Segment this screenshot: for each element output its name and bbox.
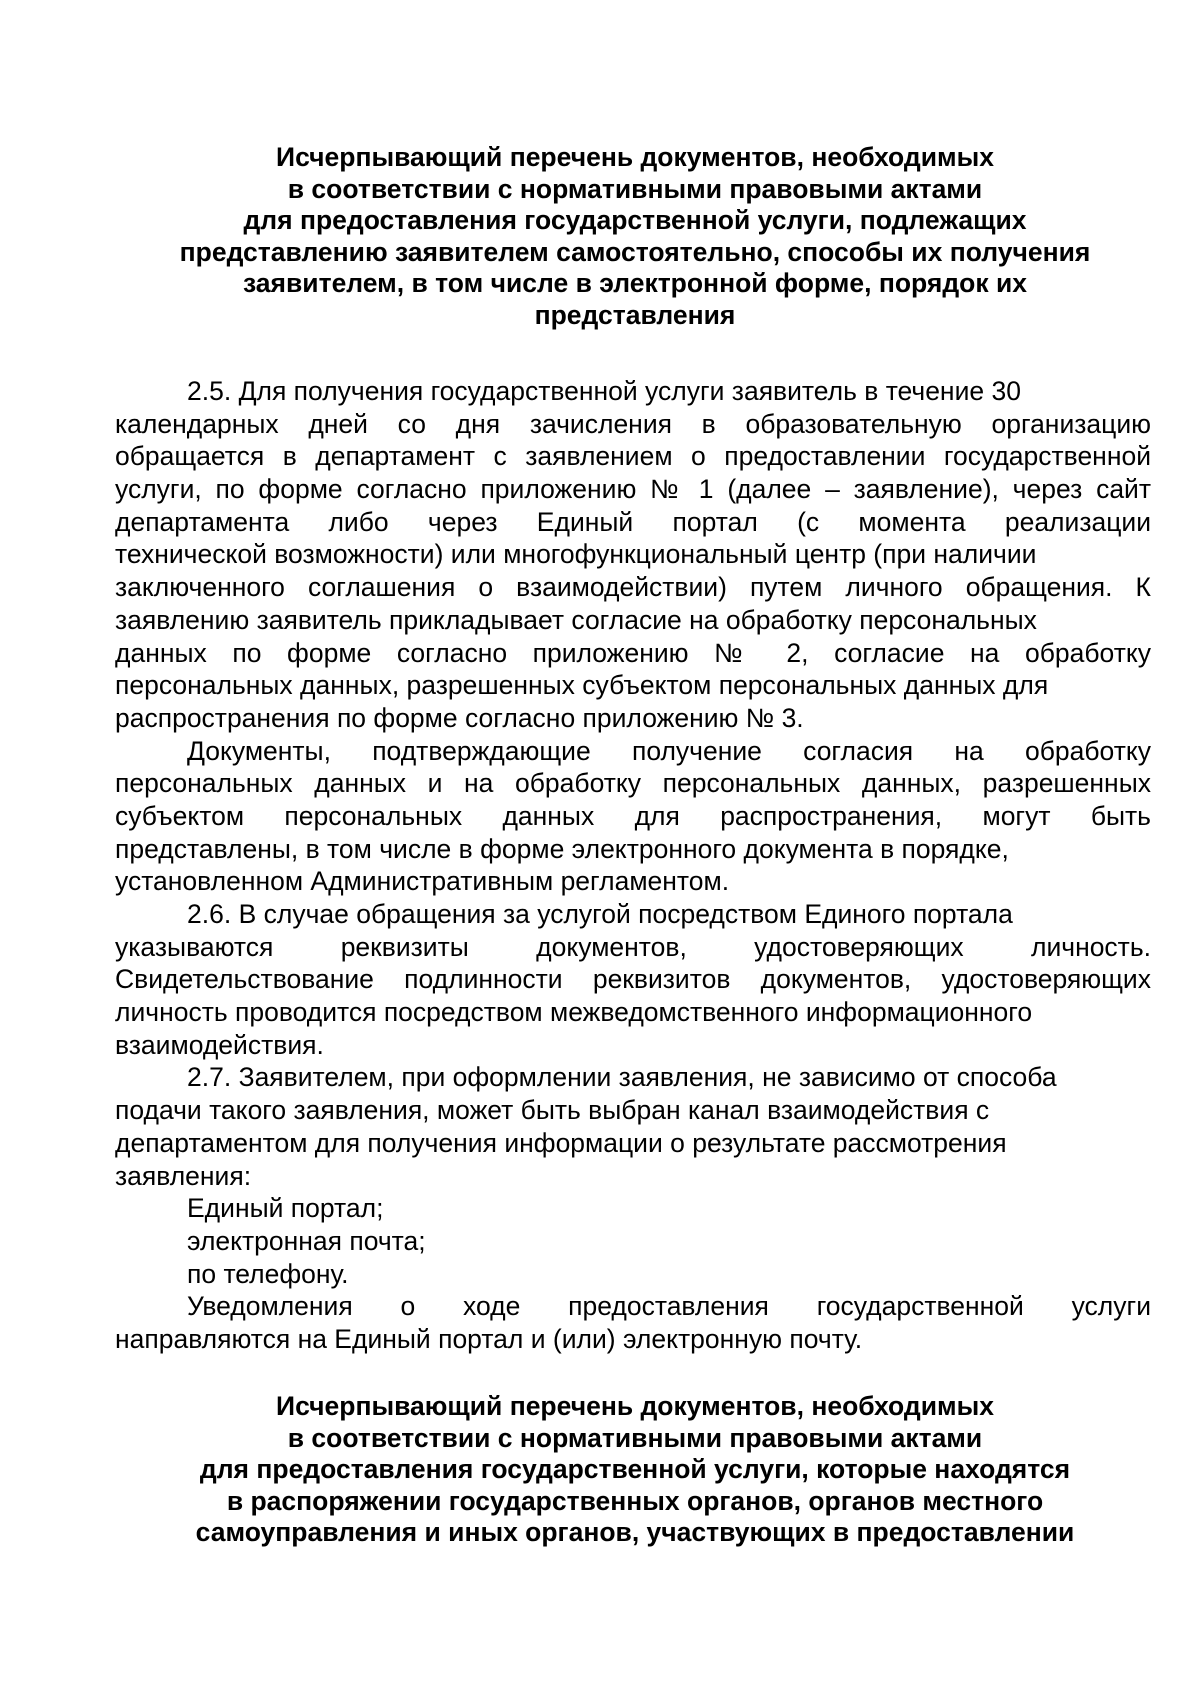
paragraph-line: подачи такого заявления, может быть выбран канал взаимодействия с (115, 1095, 990, 1126)
paragraph-line: личность проводится посредством межведомственного информационного (115, 997, 1033, 1028)
paragraph-line: персональных данных и на обработку персональных данных, разрешенных (115, 768, 1151, 799)
paragraph-line: направляются на Единый портал и (или) электронную почту. (115, 1323, 863, 1354)
paragraph-line: заключенного соглашения о взаимодействии) путем личного обращения. К (115, 572, 1151, 603)
paragraph-line: заявления: (115, 1160, 252, 1191)
heading-line: для предоставления государственной услуги, которые находятся (199, 1454, 1071, 1485)
paragraph-line: персональных данных, разрешенных субъектом персональных данных для (115, 670, 1049, 701)
paragraph-line: распространения по форме согласно приложению № 3. (115, 702, 804, 733)
heading-line: Исчерпывающий перечень документов, необходимых (276, 1391, 994, 1421)
list-item: по телефону. (187, 1258, 349, 1289)
heading-line: в соответствии с нормативными правовыми актами (287, 1422, 983, 1453)
heading-line: представления (534, 299, 736, 330)
body-text (115, 375, 1151, 1356)
paragraph-line: данных по форме согласно приложению № 2, согласие на обработку (115, 637, 1151, 668)
heading-line: заявителем, в том числе в электронной форме, порядок их (242, 268, 1027, 299)
heading-line: в распоряжении государственных органов, органов местного (226, 1485, 1044, 1516)
paragraph-line: 2.7. Заявителем, при оформлении заявления, не зависимо от способа (187, 1062, 1057, 1093)
heading-line: представлению заявителем самостоятельно, способы их получения (179, 236, 1091, 267)
heading-line: Исчерпывающий перечень документов, необходимых (276, 142, 994, 172)
heading-line: для предоставления государственной услуги, подлежащих (243, 205, 1027, 236)
paragraph-line: услуги, по форме согласно приложению № 1 (далее – заявление), через сайт (115, 474, 1151, 505)
section-heading-2 (115, 1391, 1155, 1549)
paragraph-line: департамента либо через Единый портал (с момента реализации (115, 506, 1151, 537)
paragraph-line: Документы, подтверждающие получение согласия на обработку (187, 735, 1151, 766)
paragraph-line: технической возможности) или многофункциональный центр (при наличии (115, 539, 1037, 570)
heading-line: самоуправления и иных органов, участвующих в предоставлении (195, 1517, 1075, 1548)
paragraph-line: установленном Административным регламентом. (115, 866, 730, 897)
paragraph-line: заявлению заявитель прикладывает согласие на обработку персональных (115, 604, 1037, 635)
paragraph-line: 2.6. В случае обращения за услугой посредством Единого портала (187, 899, 1013, 929)
paragraph-line: Уведомления о ходе предоставления государственной услуги (187, 1291, 1151, 1322)
section-heading-1 (115, 142, 1155, 332)
paragraph-line: указываются реквизиты документов, удостоверяющих личность. (115, 931, 1151, 962)
paragraph-line: департаментом для получения информации о результате рассмотрения (115, 1127, 1007, 1158)
list-item: Единый портал; (187, 1193, 384, 1224)
heading-line: в соответствии с нормативными правовыми актами (287, 173, 983, 204)
paragraph-line: субъектом персональных данных для распространения, могут быть (115, 800, 1151, 831)
paragraph-line: 2.5. Для получения государственной услуги заявитель в течение 30 (187, 376, 1021, 406)
paragraph-line: обращается в департамент с заявлением о предоставлении государственной (115, 441, 1151, 472)
paragraph-line: Свидетельствование подлинности реквизитов документов, удостоверяющих (115, 964, 1151, 995)
paragraph-line: представлены, в том числе в форме электронного документа в порядке, (115, 833, 1009, 864)
list-item: электронная почта; (187, 1225, 426, 1256)
paragraph-line: календарных дней со дня зачисления в образовательную организацию (115, 408, 1151, 439)
paragraph-line: взаимодействия. (115, 1029, 324, 1060)
